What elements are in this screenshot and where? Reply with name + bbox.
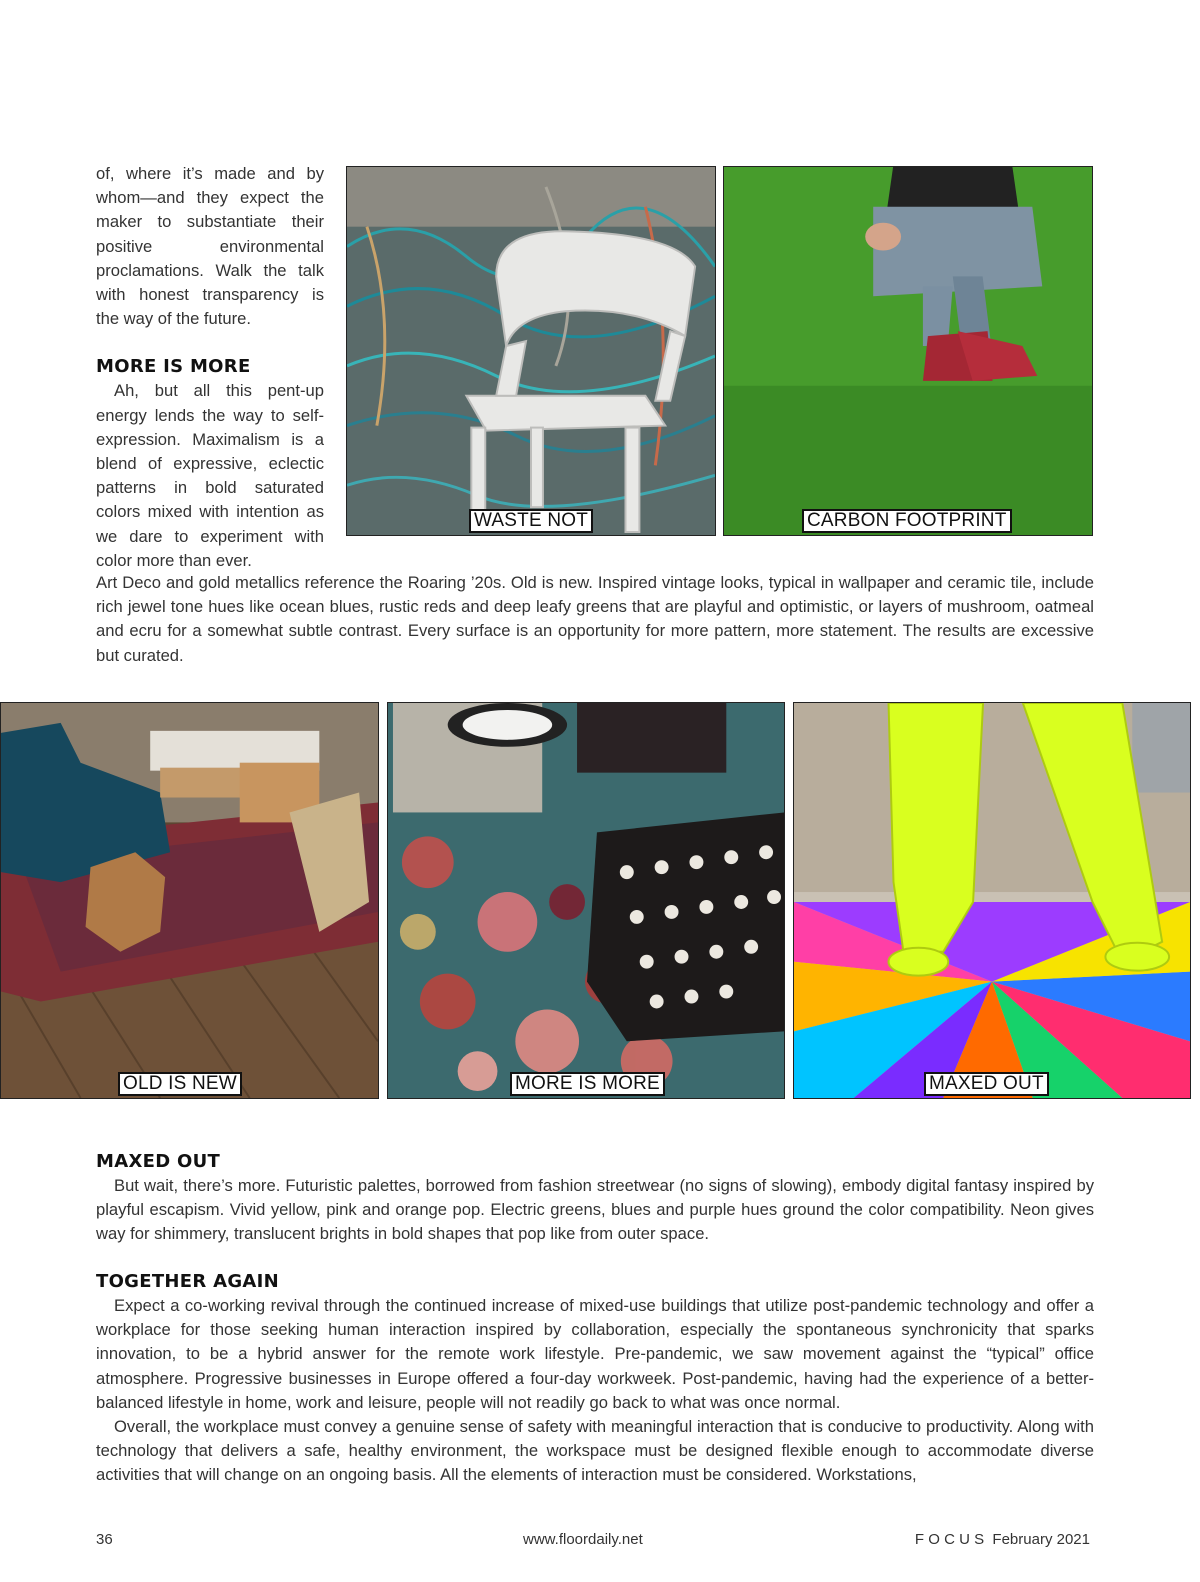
- together-again-paragraph-1: Expect a co-working revival through the continued increase of mixed-use buildings that utilize post-pandemic technology and offer a workplace for those seeking human interaction inspired by collaboration, especially the spontaneous synchronicity that sparks innovation, to be a hybrid answer for the remote work lifestyle. Pre-pandemic, we saw movement against the “typical” office atmosphere. Progressive businesses in Europe offered a four-day workweek. Post-pandemic, having had the experience of a better-balanced lifestyle in home, work and leisure, people will not readily go back to what was once normal.: [96, 1296, 1094, 1412]
- caption-maxed-out: MAXED OUT: [924, 1072, 1049, 1096]
- section-maxed-out: [96, 1150, 1094, 1247]
- photo-carbon-footprint: [723, 166, 1093, 536]
- more-is-more-wide-paragraph: Art Deco and gold metallics reference the Roaring ’20s. Old is new. Inspired vintage looks, typical in wallpaper and ceramic tile, include rich jewel tone hues like ocean blues, rustic reds and deep leafy greens that are playful and optimistic, or layers of mushroom, oatmeal and ecru for a somewhat subtle contrast. Every surface is an opportunity for more pattern, more statement. The results are excessive but curated.: [96, 573, 1094, 665]
- publication-info: F O C U S February 2021: [914, 1531, 1090, 1548]
- together-again-paragraph-2: Overall, the workplace must convey a genuine sense of safety with meaningful interaction that is conducive to productivity. Along with technology that delivers a safe, healthy environment, the workspace must be designed flexible enough to accommodate diverse activities that will change on an ongoing basis. All the elements of interaction must be considered. Workstations,: [96, 1417, 1094, 1485]
- left-column: [96, 162, 324, 573]
- caption-more-is-more: MORE IS MORE: [510, 1072, 665, 1096]
- photo-old-is-new: [0, 702, 379, 1099]
- intro-paragraph: of, where it’s made and by whom—and they expect the maker to substantiate their positive environmental proclamations. Walk the talk with honest transparency is the way of the future.: [96, 164, 324, 329]
- website-link[interactable]: www.floordaily.net: [523, 1531, 643, 1548]
- section-together-again: [96, 1270, 1094, 1488]
- more-is-more-continuation: [96, 571, 1094, 668]
- section-heading-together-again: TOGETHER AGAIN: [96, 1271, 280, 1292]
- section-heading-more-is-more: MORE IS MORE: [96, 356, 251, 378]
- maxed-out-paragraph: But wait, there’s more. Futuristic palettes, borrowed from fashion streetwear (no signs of slowing), embody digital fantasy inspired by playful escapism. Vivid yellow, pink and orange pop. Electric greens, blues and purple hues ground the color compatibility. Neon gives way for shimmery, translucent brights in bold shapes that pop like from outer space.: [96, 1176, 1094, 1244]
- caption-old-is-new: OLD IS NEW: [118, 1072, 242, 1096]
- more-is-more-paragraph: Ah, but all this pent-up energy lends the way to self-expression. Maximalism is a blend of expressive, eclectic patterns in bold saturated colors mixed with intention as we dare to experiment with color more than ever.: [96, 381, 324, 570]
- caption-carbon-footprint: CARBON FOOTPRINT: [802, 509, 1012, 533]
- page-number: 36: [96, 1531, 113, 1548]
- photo-maxed-out: [793, 702, 1191, 1099]
- photo-more-is-more: [387, 702, 785, 1099]
- photo-waste-not: [346, 166, 716, 536]
- caption-waste-not: WASTE NOT: [469, 509, 593, 533]
- section-heading-maxed-out: MAXED OUT: [96, 1151, 221, 1172]
